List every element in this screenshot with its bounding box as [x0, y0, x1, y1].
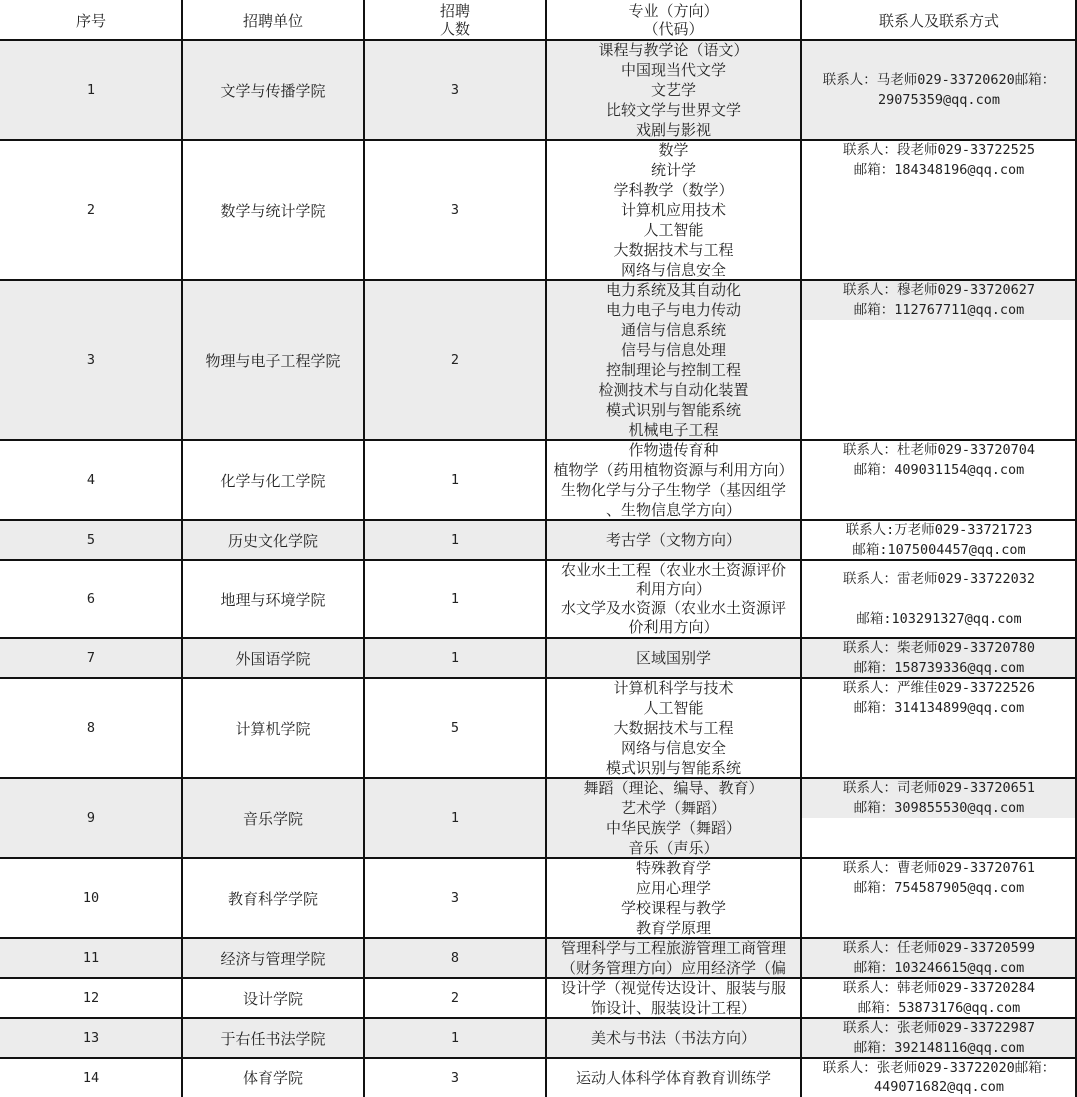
table-row: [0, 440, 1077, 520]
cell-seq: [0, 638, 182, 678]
cell-count: [364, 858, 546, 938]
major-item: 教育学原理: [635, 919, 711, 937]
cell-count: [364, 1018, 546, 1058]
unit-value: 计算机学院: [235, 719, 311, 738]
cell-count: [364, 560, 546, 638]
unit-value: 地理与环境学院: [220, 590, 326, 609]
cell-seq: [0, 778, 182, 858]
cell-majors: [546, 140, 801, 280]
cell-unit: [182, 938, 364, 978]
major-item: 管理科学与工程旅游管理工商管理: [560, 939, 786, 957]
cell-majors: [546, 280, 801, 440]
header-contact-label: 联系人及联系方式: [878, 11, 999, 30]
header-major: [546, 0, 801, 40]
grid-line: [0, 677, 1077, 679]
table-row: [0, 778, 1077, 858]
cell-unit: [182, 140, 364, 280]
cell-seq: [0, 1058, 182, 1097]
cell-majors: [546, 638, 801, 678]
count-value: 5: [450, 720, 460, 736]
cell-majors: [546, 678, 801, 778]
contact-line: 联系人：曹老师029-33720761: [842, 860, 1036, 876]
grid-line: [0, 1057, 1077, 1059]
table-row: [0, 1058, 1077, 1097]
cell-contact: [801, 638, 1077, 678]
header-seq-label: 序号: [75, 11, 106, 30]
count-value: 1: [450, 650, 460, 666]
major-item: 考古学（文物方向）: [605, 531, 741, 549]
grid-line: [0, 977, 1077, 979]
unit-value: 于右任书法学院: [220, 1029, 326, 1048]
cell-majors: [546, 978, 801, 1018]
seq-value: 11: [82, 950, 100, 966]
major-item: 艺术学（舞蹈）: [620, 799, 726, 817]
major-item: 设计学（视觉传达设计、服装与服: [560, 979, 786, 997]
major-item: 水文学及水资源（农业水土资源评: [560, 599, 786, 617]
seq-value: 9: [86, 810, 96, 826]
table-row: [0, 938, 1077, 978]
unit-value: 音乐学院: [242, 809, 303, 828]
cell-unit: [182, 560, 364, 638]
major-item: 区域国别学: [635, 649, 711, 667]
seq-value: 3: [86, 352, 96, 368]
major-item: 运动人体科学体育教育训练学: [575, 1068, 771, 1087]
major-item: 学校课程与教学: [620, 899, 726, 917]
header-count: [364, 0, 546, 40]
major-item: 课程与教学论（语文）: [598, 41, 749, 59]
table-row: [0, 638, 1077, 678]
cell-contact: [801, 1018, 1077, 1058]
major-item: 控制理论与控制工程: [605, 361, 741, 379]
header-unit-label: 招聘单位: [242, 11, 303, 30]
header-unit: [182, 0, 364, 40]
seq-value: 14: [82, 1069, 100, 1086]
major-item: （财务管理方向）应用经济学（偏: [560, 959, 786, 977]
count-value: 2: [450, 990, 460, 1006]
cell-contact: [801, 938, 1077, 978]
contact-line: 联系人：严维佳029-33722526: [842, 680, 1036, 696]
cell-seq: [0, 1018, 182, 1058]
count-value: 1: [450, 1030, 460, 1046]
cell-majors: [546, 440, 801, 520]
seq-value: 6: [86, 591, 96, 607]
cell-majors: [546, 778, 801, 858]
count-value: 3: [450, 202, 460, 218]
cell-contact: [801, 520, 1077, 560]
contact-line: 联系人：张老师029-33722020邮箱：: [822, 1059, 1056, 1076]
major-item: 人工智能: [643, 221, 704, 239]
major-item: 生物化学与分子生物学（基因组学: [560, 481, 786, 499]
unit-value: 体育学院: [242, 1069, 303, 1087]
major-item: 价利用方向）: [628, 618, 719, 636]
cell-contact: [801, 678, 1077, 778]
major-item: 网络与信息安全: [620, 261, 726, 279]
contact-line: 449071682@qq.com: [873, 1078, 1005, 1095]
cell-seq: [0, 938, 182, 978]
cell-seq: [0, 858, 182, 938]
table-row: [0, 1018, 1077, 1058]
major-item: 检测技术与自动化装置: [598, 381, 749, 399]
cell-unit: [182, 978, 364, 1018]
grid-line: [0, 39, 1077, 41]
cell-contact: [801, 1058, 1077, 1097]
header-contact: [801, 0, 1077, 40]
count-value: 2: [450, 352, 460, 368]
cell-unit: [182, 1058, 364, 1097]
cell-count: [364, 938, 546, 978]
major-item: 植物学（药用植物资源与利用方向）: [553, 461, 794, 479]
major-item: 戏剧与影视: [635, 121, 711, 139]
seq-value: 2: [86, 202, 96, 218]
major-item: 统计学: [650, 161, 696, 179]
major-item: 文艺学: [650, 81, 696, 99]
cell-contact: [801, 778, 1077, 858]
cell-seq: [0, 560, 182, 638]
grid-line: [363, 0, 365, 1097]
grid-line: [0, 279, 1077, 281]
cell-seq: [0, 40, 182, 140]
contact-line: 邮箱：184348196@qq.com: [853, 162, 1025, 178]
cell-majors: [546, 560, 801, 638]
contact-line: 邮箱：754587905@qq.com: [853, 880, 1025, 896]
grid-line: [181, 0, 183, 1097]
cell-unit: [182, 40, 364, 140]
contact-line: 邮箱:103291327@qq.com: [856, 611, 1022, 627]
cell-seq: [0, 440, 182, 520]
major-item: 农业水土工程（农业水土资源评价: [560, 561, 786, 579]
contact-line: 邮箱：409031154@qq.com: [853, 462, 1025, 478]
grid-line: [0, 519, 1077, 521]
cell-seq: [0, 140, 182, 280]
major-item: 通信与信息系统: [620, 321, 726, 339]
contact-line: 邮箱：309855530@qq.com: [853, 800, 1025, 816]
major-item: 饰设计、服装设计工程）: [590, 999, 756, 1017]
cell-unit: [182, 280, 364, 440]
table-row: [0, 678, 1077, 778]
count-value: 3: [450, 82, 460, 98]
grid-line: [0, 777, 1077, 779]
cell-seq: [0, 978, 182, 1018]
unit-value: 经济与管理学院: [220, 949, 326, 968]
contact-line: 联系人：张老师029-33722987: [842, 1020, 1036, 1036]
grid-line: [0, 139, 1077, 141]
major-item: 比较文学与世界文学: [605, 101, 741, 119]
cell-majors: [546, 1058, 801, 1097]
contact-line: 邮箱：314134899@qq.com: [853, 700, 1025, 716]
cell-contact: [801, 140, 1077, 280]
major-item: 美术与书法（书法方向）: [590, 1029, 756, 1047]
major-item: 作物遗传育种: [628, 441, 719, 459]
grid-line: [545, 0, 547, 1097]
contact-line: 邮箱：392148116@qq.com: [853, 1040, 1025, 1056]
cell-count: [364, 778, 546, 858]
major-item: 特殊教育学: [635, 859, 711, 877]
cell-count: [364, 140, 546, 280]
grid-line: [0, 1017, 1077, 1019]
cell-majors: [546, 858, 801, 938]
contact-line: 联系人：柴老师029-33720780: [842, 640, 1036, 656]
seq-value: 1: [86, 82, 96, 98]
cell-majors: [546, 1018, 801, 1058]
cell-count: [364, 1058, 546, 1097]
unit-value: 历史文化学院: [227, 531, 318, 550]
unit-value: 数学与统计学院: [220, 201, 326, 220]
seq-value: 10: [82, 890, 100, 906]
major-item: 网络与信息安全: [620, 739, 726, 757]
major-item: 大数据技术与工程: [613, 241, 734, 259]
grid-line: [800, 0, 802, 1097]
count-value: 1: [450, 810, 460, 826]
major-item: 音乐（声乐）: [628, 839, 719, 857]
cell-count: [364, 440, 546, 520]
table-row: [0, 560, 1077, 638]
unit-value: 教育科学学院: [227, 889, 318, 908]
count-value: 1: [450, 532, 460, 548]
table-row: [0, 978, 1077, 1018]
cell-contact: [801, 978, 1077, 1018]
seq-value: 7: [86, 650, 96, 666]
major-item: 中国现当代文学: [620, 61, 726, 79]
major-item: 机械电子工程: [628, 421, 719, 439]
unit-value: 物理与电子工程学院: [205, 351, 341, 370]
cell-seq: [0, 280, 182, 440]
contact-line: 联系人：司老师029-33720651: [842, 780, 1036, 796]
contact-line: 邮箱：103246615@qq.com: [853, 960, 1025, 976]
major-item: 、生物信息学方向）: [605, 501, 741, 519]
cell-unit: [182, 678, 364, 778]
unit-value: 外国语学院: [235, 649, 311, 668]
cell-count: [364, 520, 546, 560]
cell-count: [364, 40, 546, 140]
contact-line: 联系人:万老师029-33721723: [845, 522, 1033, 538]
major-item: 电力系统及其自动化: [605, 281, 741, 299]
seq-value: 8: [86, 720, 96, 736]
cell-count: [364, 280, 546, 440]
contact-line: 联系人：任老师029-33720599: [842, 940, 1036, 956]
cell-majors: [546, 938, 801, 978]
count-value: 8: [450, 950, 460, 966]
major-item: 利用方向）: [635, 580, 711, 598]
cell-unit: [182, 440, 364, 520]
grid-line: [0, 857, 1077, 859]
table-header: [0, 0, 1077, 40]
cell-contact: [801, 40, 1077, 140]
major-item: 模式识别与智能系统: [605, 759, 741, 777]
contact-line: 联系人：段老师029-33722525: [842, 142, 1036, 158]
contact-line: 邮箱：53873176@qq.com: [857, 1000, 1021, 1016]
contact-line: 联系人：雷老师029-33722032: [842, 571, 1036, 587]
grid-line: [0, 559, 1077, 561]
major-item: 人工智能: [643, 699, 704, 717]
major-item: 模式识别与智能系统: [605, 401, 741, 419]
major-item: 电力电子与电力传动: [605, 301, 741, 319]
contact-line: 邮箱：158739336@qq.com: [853, 660, 1025, 676]
cell-contact: [801, 440, 1077, 520]
contact-line: 联系人：杜老师029-33720704: [842, 442, 1036, 458]
count-value: 3: [450, 890, 460, 906]
major-item: 舞蹈（理论、编导、教育）: [583, 779, 764, 797]
cell-count: [364, 638, 546, 678]
table-row: [0, 520, 1077, 560]
table-row: [0, 140, 1077, 280]
contact-line: 邮箱:1075004457@qq.com: [852, 542, 1026, 558]
count-value: 3: [450, 1069, 460, 1086]
cell-unit: [182, 778, 364, 858]
cell-majors: [546, 520, 801, 560]
table-row: [0, 280, 1077, 440]
cell-seq: [0, 678, 182, 778]
header-major-line1: 专业（方向）: [628, 2, 719, 20]
cell-unit: [182, 638, 364, 678]
major-item: 中华民族学（舞蹈）: [605, 819, 741, 837]
grid-line: [0, 637, 1077, 639]
major-item: 大数据技术与工程: [613, 719, 734, 737]
unit-value: 设计学院: [242, 989, 303, 1008]
count-value: 1: [450, 591, 460, 607]
cell-count: [364, 678, 546, 778]
contact-line: 联系人：马老师029-33720620邮箱：: [822, 72, 1056, 88]
cell-seq: [0, 520, 182, 560]
cell-unit: [182, 858, 364, 938]
cell-contact: [801, 858, 1077, 938]
header-count-line1: 招聘: [439, 2, 470, 20]
seq-value: 4: [86, 472, 96, 488]
major-item: 计算机科学与技术: [613, 679, 734, 697]
seq-value: 12: [82, 990, 100, 1006]
contact-line: 联系人：韩老师029-33720284: [842, 980, 1036, 996]
cell-majors: [546, 40, 801, 140]
seq-value: 5: [86, 532, 96, 548]
unit-value: 文学与传播学院: [220, 81, 326, 100]
cell-unit: [182, 1018, 364, 1058]
contact-line: 29075359@qq.com: [878, 92, 1000, 108]
major-item: 数学: [658, 141, 689, 159]
major-item: 学科教学（数学）: [613, 181, 734, 199]
unit-value: 化学与化工学院: [220, 471, 326, 490]
count-value: 1: [450, 472, 460, 488]
grid-line: [0, 439, 1077, 441]
cell-unit: [182, 520, 364, 560]
contact-line: 联系人：穆老师029-33720627: [842, 282, 1036, 298]
table-row: [0, 858, 1077, 938]
table-row: [0, 40, 1077, 140]
contact-line: 邮箱：112767711@qq.com: [853, 302, 1025, 318]
cell-count: [364, 978, 546, 1018]
cell-contact: [801, 280, 1077, 440]
major-item: 应用心理学: [635, 879, 711, 897]
seq-value: 13: [82, 1030, 100, 1046]
major-item: 信号与信息处理: [620, 341, 726, 359]
cell-contact: [801, 560, 1077, 638]
header-major-line2: （代码）: [643, 20, 704, 38]
header-count-line2: 人数: [439, 20, 470, 38]
grid-line: [0, 937, 1077, 939]
major-item: 计算机应用技术: [620, 201, 726, 219]
header-seq: [0, 0, 182, 40]
